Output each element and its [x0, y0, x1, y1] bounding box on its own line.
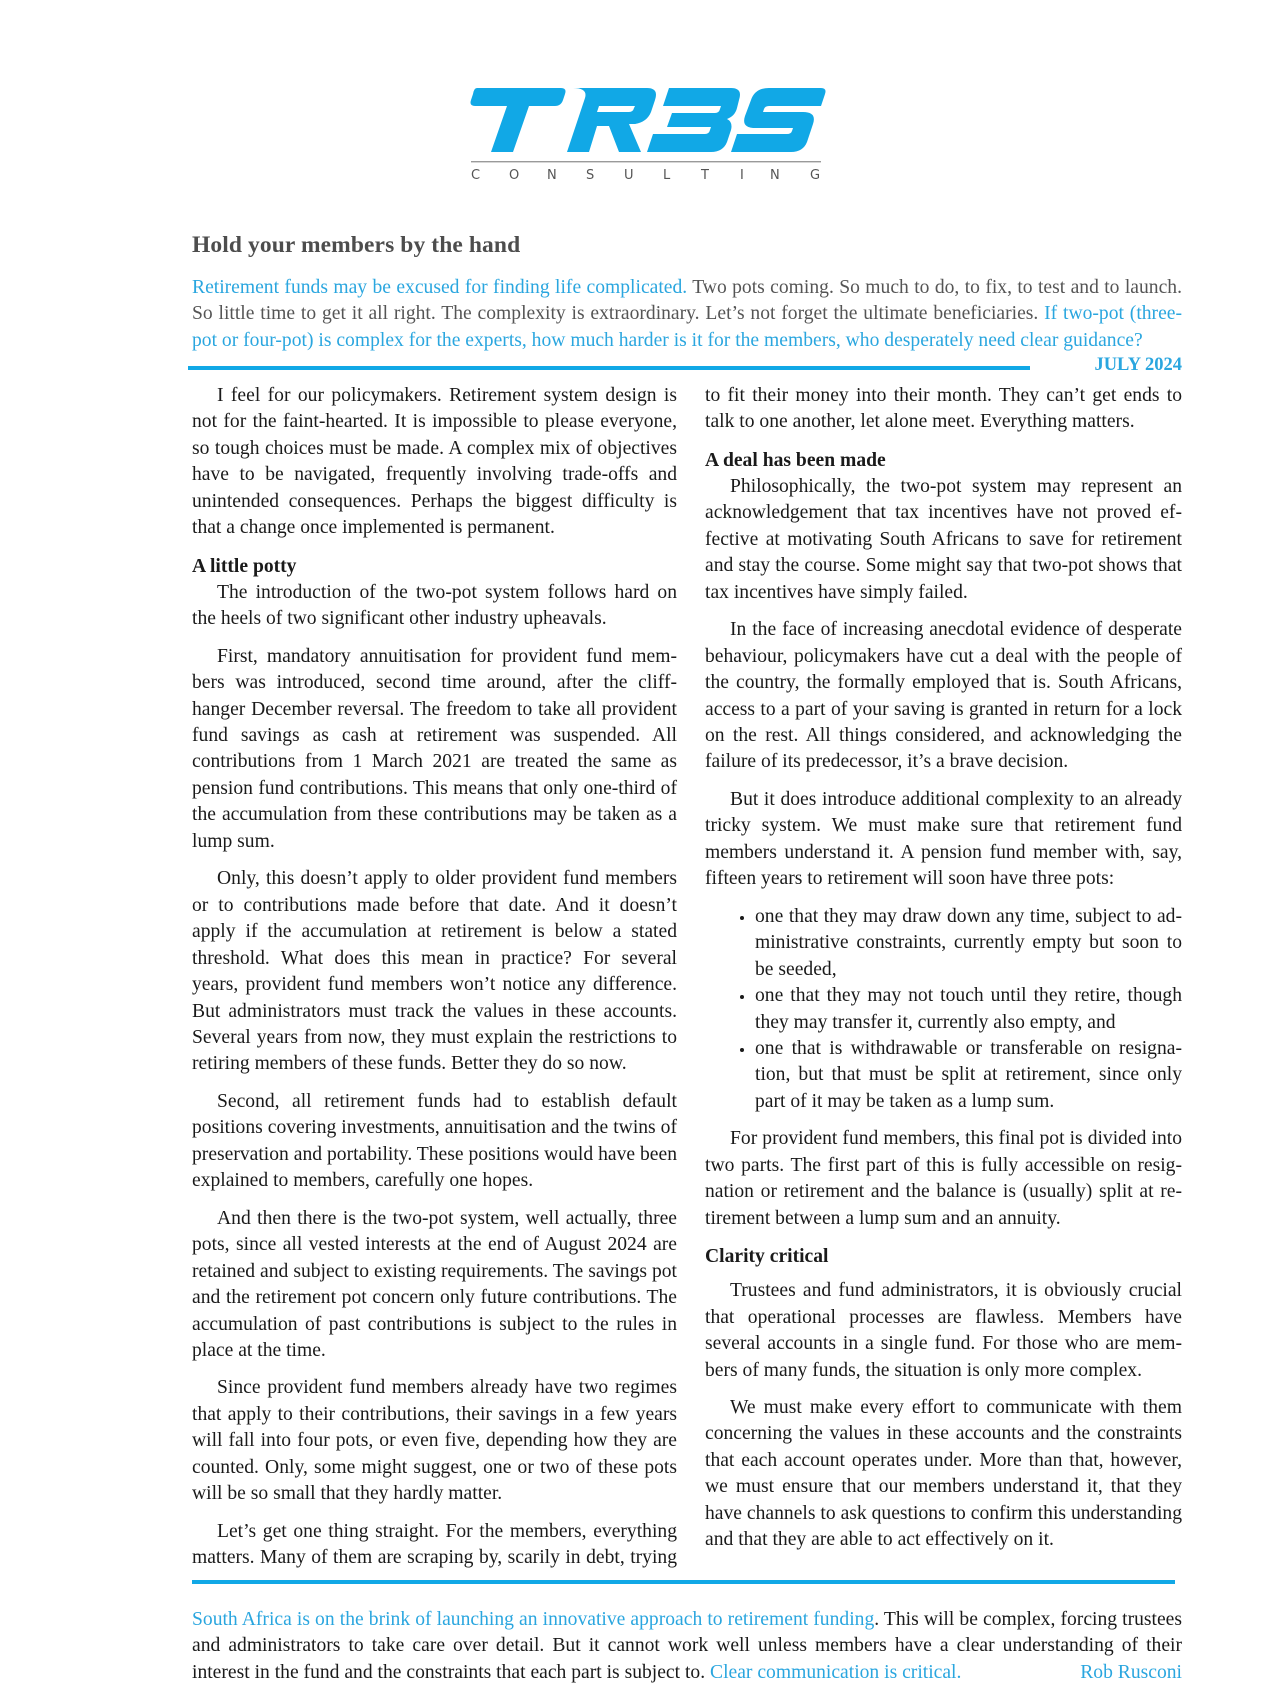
paragraph: I feel for our policymakers. Retirement system design is not for the faint-hearted. It is impossible to please everyone, so tough choices must be made. A complex mix of objectives have to be navigated, frequently involving trade-offs and unintended consequences. Perhaps the biggest difficulty is that a change once implemented is permanent.: [192, 385, 677, 539]
three-pots-list: [705, 904, 1182, 1116]
summary-highlight-lead: South Africa is on the brink of launching an innovative approach to retirement funding: [192, 1609, 875, 1630]
footer-divider: [192, 1580, 1175, 1584]
tr3s-logo-icon: [469, 86, 829, 186]
paragraph-continued: to fit their money into their month. They can’t get ends to talk to one another, let alone meet. Everything matters.: [705, 385, 1182, 433]
section-heading-a-deal-has-been-made: A deal has been made: [705, 449, 886, 471]
issue-date: JULY 2024: [1094, 355, 1182, 375]
paragraph: First, mandatory annuitisation for provident fund members was introduced, second time around, after the cliff-hanger December reversal. The freedom to take all provident fund savings as cash at retirement was suspended. All contributions from 1 March 2021 are treated the same as pension fund contributions. This means that only one-third of the accumulation from these contributions may be taken as a lump sum.: [192, 645, 677, 852]
list-item: • one that they may not touch until they retire, though they may transfer it, currently also empty, and: [755, 983, 1182, 1036]
svg-text:N: N: [770, 168, 780, 183]
intro-highlight-lead: Retirement funds may be excused for finding life complicated.: [192, 277, 688, 298]
tr3s-consulting-logo: [469, 86, 829, 186]
svg-text:U: U: [624, 168, 634, 183]
article-summary: [192, 1607, 1182, 1686]
intro-highlight-question: If two-pot (three-pot or four-pot) is complex for the experts, how much harder is it for the members, who desperately need clear guidance?: [192, 303, 1183, 351]
logo-subtext: C: [471, 168, 481, 183]
list-item: • one that they may draw down any time, subject to administrative constraints, currently empty but soon to be seeded,: [755, 904, 1182, 983]
article-column-right: [705, 383, 1182, 1565]
svg-text:S: S: [586, 168, 595, 183]
paragraph: Since provident fund members already have two regimes that apply to their contributions, their savings in a few years will fall into four pots, or even five, depending how they are counted. Only, some might suggest, one or two of these pots will be so small that they hardly matter.: [192, 1377, 677, 1505]
header-divider: [188, 366, 1030, 370]
svg-text:O: O: [509, 168, 520, 183]
paragraph: Trustees and fund administrators, it is obviously crucial that operational processes are flawless. Members have several accounts in a single fund. For those who are members of many funds, the situation is only more complex.: [705, 1280, 1182, 1381]
paragraph: In the face of increasing anecdotal evidence of desperate behaviour, policymakers have cut a deal with the people of the country, the formally employed that is. South Africans, access to a part of your saving is granted in return for a lock on the rest. All things considered, and acknowledging the failure of its predecessor, it’s a brave decision.: [705, 619, 1182, 773]
section-heading-clarity-critical: Clarity critical: [705, 1246, 829, 1268]
svg-text:G: G: [810, 168, 821, 183]
paragraph: Let’s get one thing straight. For the members, everything matters. Many of them are scraping by, scarily in debt, trying: [192, 1520, 677, 1569]
list-item: • one that is withdrawable or transferable on resignation, but that must be split at retirement, since only part of it may be taken as a lump sum.: [755, 1036, 1182, 1115]
svg-text:N: N: [547, 168, 557, 183]
svg-text:T: T: [701, 168, 709, 183]
author-name: Rob Rusconi: [1080, 1661, 1182, 1683]
paragraph: For provident fund members, this final pot is divided into two parts. The first part of this is fully accessible on resignation or retirement and the balance is (usually) split at retirement between a lump sum and an annuity.: [705, 1128, 1182, 1229]
paragraph: Only, this doesn’t apply to older provident fund members or to contributions made before that date. And it doesn’t apply if the accumulation at retirement is below a stated threshold. What does this mean in practice? For several years, provident fund members won’t notice any difference. But administrators must track the values in these accounts. Several years from now, they must explain the restrictions to retiring members of these funds. Better they do so now.: [192, 868, 677, 1075]
paragraph: We must make every effort to communicate with them concerning the values in these accounts and the constraints that each account operates under. More than that, however, we must ensure that our members understand it, that they have channels to ask questions to confirm this understanding and that they are able to act effectively on it.: [705, 1396, 1182, 1551]
svg-text:I: I: [740, 168, 744, 183]
svg-text:L: L: [663, 168, 671, 183]
summary-highlight-close: Clear communication is critical.: [710, 1661, 962, 1683]
section-heading-a-little-potty: A little potty: [192, 555, 297, 577]
summary-body: . This will be complex, forcing trustees and administrators to take care over detail. But it cannot work well unless members have a clear understanding of their interest in the fund and the constraints that each part is subject to.: [192, 1609, 1183, 1683]
paragraph: Second, all retirement funds had to establish default positions covering investments, annuitisation and the twins of preservation and portability. These positions would have been explained to members, carefully one hopes.: [192, 1090, 677, 1192]
article-intro: [192, 275, 1182, 354]
paragraph: The introduction of the two-pot system follows hard on the heels of two significant other industry upheavals.: [192, 581, 677, 630]
article-column-left: [192, 383, 677, 1583]
intro-body: Two pots coming. So much to do, to fix, to test and to launch. So little time to get it all right. The complexity is extraordinary. Let’s not forget the ultimate beneficiaries.: [192, 277, 1182, 325]
paragraph: Philosophically, the two-pot system may represent an acknowledgement that tax incentives have not proved effective at motivating South Africans to save for retirement and stay the course. Some might say that two-pot shows that tax incentives have simply failed.: [705, 475, 1182, 603]
article-title: Hold your members by the hand: [192, 232, 521, 258]
paragraph: But it does introduce additional complexity to an already tricky system. We must make sure that retirement fund members understand it. A pension fund member with, say, fifteen years to retirement will soon have three pots:: [705, 788, 1182, 890]
paragraph: And then there is the two-pot system, well actually, three pots, since all vested interests at the end of August 2024 are retained and subject to existing requirements. The savings pot and the retirement pot concern only future contributions. The accumulation of past contributions is subject to the rules in place at the time.: [192, 1207, 677, 1361]
